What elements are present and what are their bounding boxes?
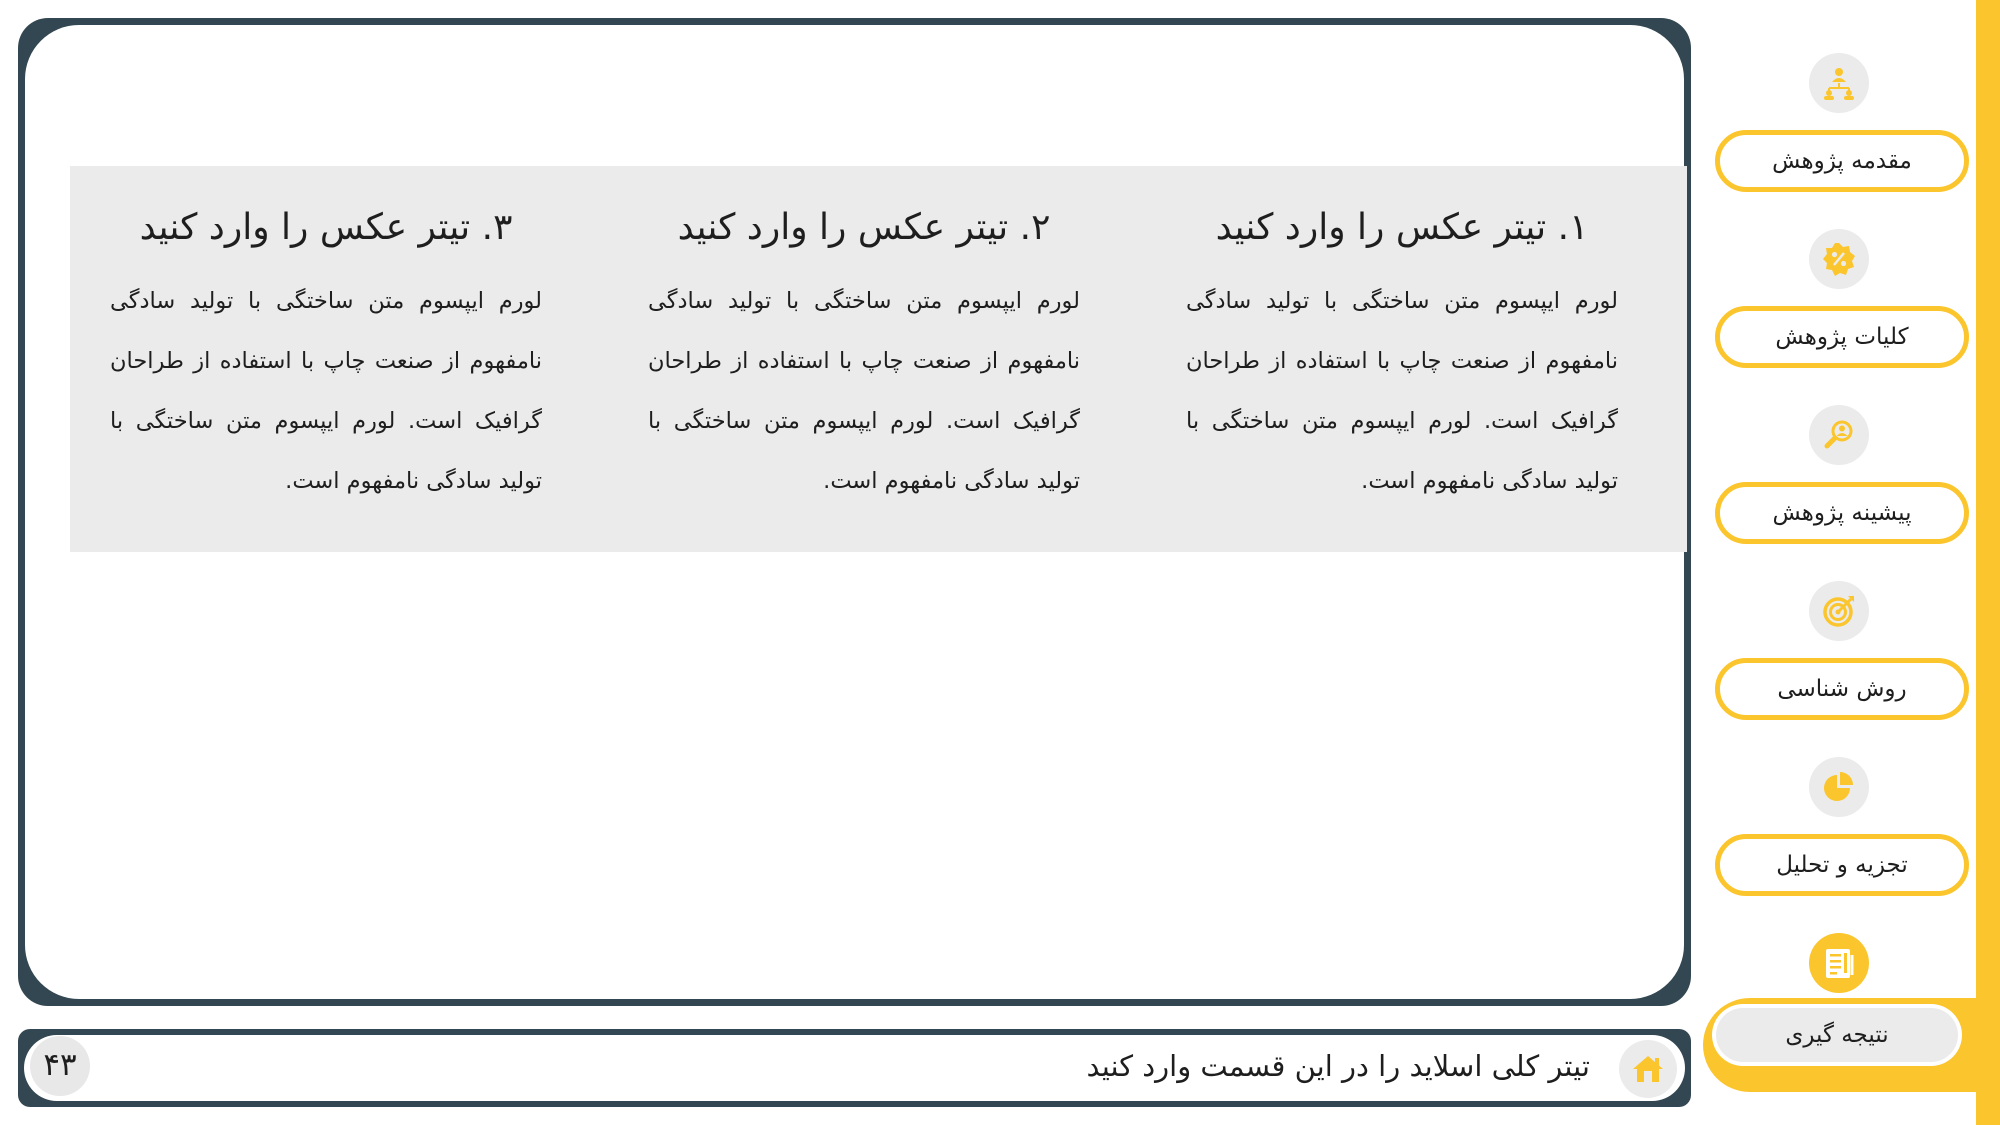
- column-1-text: لورم ایپسوم متن ساختگی با تولید سادگی نامفهوم از صنعت چاپ با استفاده از طراحان گرافیک است. لورم ایپسوم متن ساختگی با تولید سادگی نامفهوم است.: [1186, 288, 1618, 494]
- target-icon[interactable]: [1809, 581, 1869, 641]
- nav-item-conclusion[interactable]: نتیجه گیری: [1716, 1008, 1958, 1062]
- active-tab-corner-bottom: [1952, 1092, 1976, 1125]
- nav-item-intro[interactable]: مقدمه پژوهش: [1715, 130, 1969, 192]
- percent-badge-icon[interactable]: [1809, 229, 1869, 289]
- columns-panel: [70, 166, 1687, 552]
- slide-content-frame: [18, 18, 1691, 1006]
- active-tab-corner-top: [1952, 950, 1976, 998]
- column-1: [1186, 166, 1618, 511]
- column-3-title: ۳. تیتر عکس را وارد کنید: [139, 207, 513, 248]
- home-icon: [1631, 1054, 1665, 1084]
- hierarchy-icon[interactable]: [1809, 53, 1869, 113]
- nav-item-background[interactable]: پیشینه پژوهش: [1715, 482, 1969, 544]
- nav-item-analysis[interactable]: تجزیه و تحلیل: [1715, 834, 1969, 896]
- side-accent-strip: [1976, 0, 2000, 1125]
- pie-chart-icon[interactable]: [1809, 757, 1869, 817]
- page-number: ۴۳: [30, 1036, 90, 1096]
- column-3-text: لورم ایپسوم متن ساختگی با تولید سادگی نامفهوم از صنعت چاپ با استفاده از طراحان گرافیک است. لورم ایپسوم متن ساختگی با تولید سادگی نامفهوم است.: [110, 288, 542, 494]
- nav-item-overview[interactable]: کلیات پژوهش: [1715, 306, 1969, 368]
- slide-title: تیتر کلی اسلاید را در این قسمت وارد کنید: [1086, 1049, 1590, 1083]
- column-2-title: ۲. تیتر عکس را وارد کنید: [677, 207, 1051, 248]
- nav-item-methodology[interactable]: روش شناسی: [1715, 658, 1969, 720]
- column-3: [110, 166, 542, 511]
- column-2-text: لورم ایپسوم متن ساختگی با تولید سادگی نامفهوم از صنعت چاپ با استفاده از طراحان گرافیک است. لورم ایپسوم متن ساختگی با تولید سادگی نامفهوم است.: [648, 288, 1080, 494]
- column-1-title: ۱. تیتر عکس را وارد کنید: [1215, 207, 1589, 248]
- column-2: [648, 166, 1080, 511]
- home-button[interactable]: [1619, 1040, 1677, 1098]
- slide-content-area: [25, 25, 1684, 999]
- user-search-icon[interactable]: [1809, 405, 1869, 465]
- document-list-icon[interactable]: [1809, 933, 1869, 993]
